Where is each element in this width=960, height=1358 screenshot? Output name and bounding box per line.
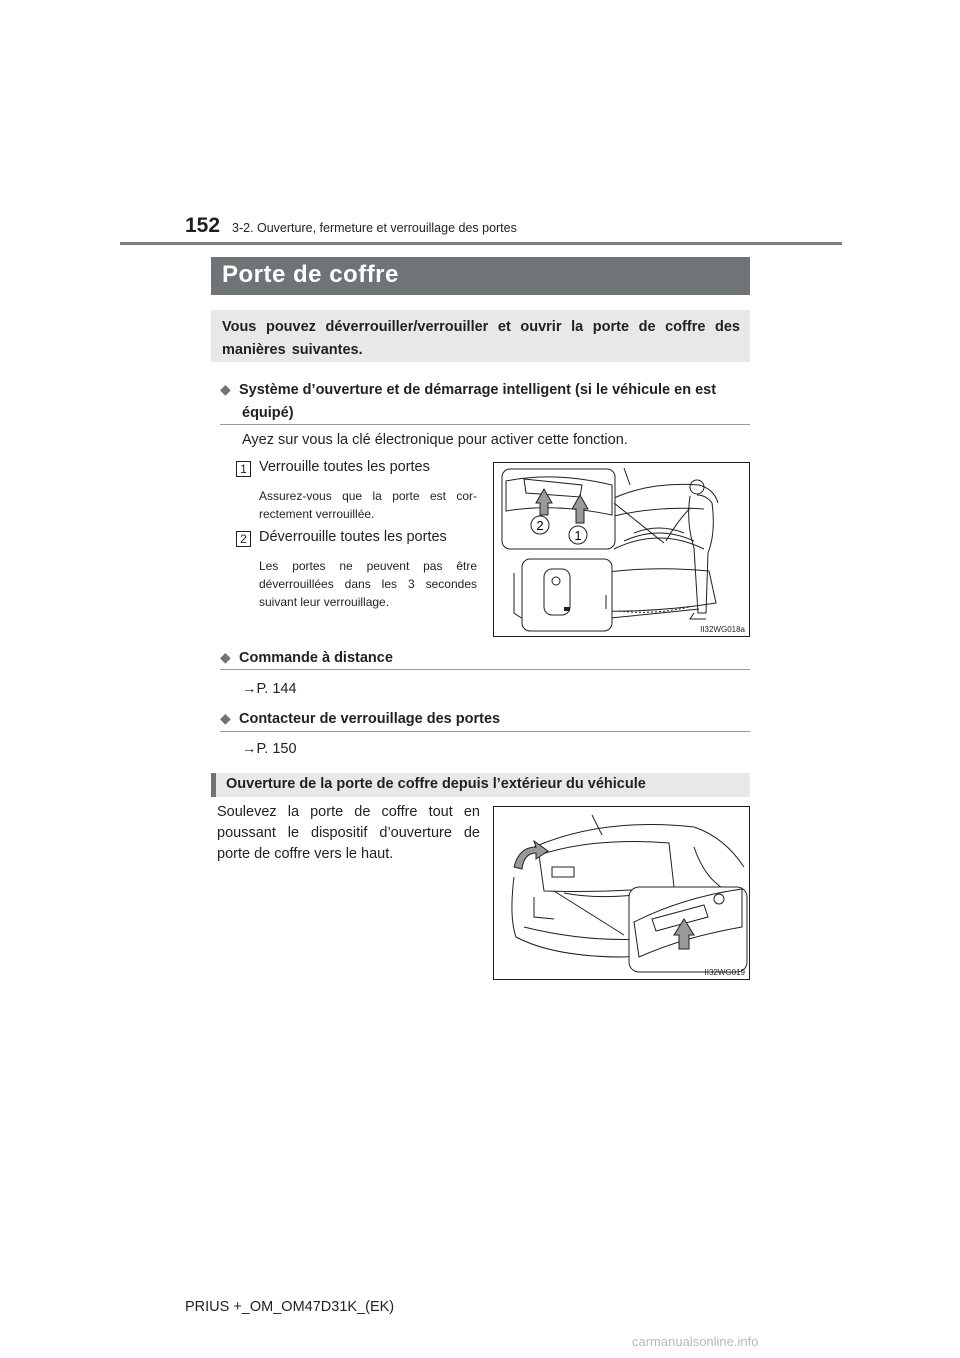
section-title: Porte de coffre — [222, 261, 399, 288]
step-number-1: 1 — [236, 461, 251, 477]
subsection-rule — [220, 669, 750, 670]
diamond-bullet-icon: ◆ — [220, 710, 231, 726]
smart-entry-instruction: Ayez sur vous la clé électronique pour activer cette fonction. — [242, 432, 628, 448]
section-banner — [211, 257, 750, 295]
figure-code: II32WG019 — [704, 968, 745, 977]
smart-entry-figure — [493, 462, 750, 637]
figure-callout-1: 1 — [574, 528, 582, 543]
intro-text: Vous pouvez déverrouiller/verrouiller et ouvrir la porte de coffre des manières suivantes. — [222, 319, 740, 358]
remote-page-reference[interactable]: →P. 144 — [242, 681, 297, 697]
diamond-bullet-icon: ◆ — [220, 381, 231, 397]
step-1-label: Verrouille toutes les portes — [259, 459, 430, 475]
exterior-open-section-bar — [211, 773, 750, 797]
chapter-title: 3-2. Ouverture, fermeture et verrouillage des portes — [232, 221, 517, 235]
figure-code: II32WG018a — [700, 625, 745, 634]
smart-entry-heading: ◆ Système d’ouverture et de démarrage intelligent (si le véhicule en est équipé) — [220, 378, 750, 425]
exterior-open-text: Soulevez la porte de coffre tout en poussant le dispositif d’ouverture de porte de coffre vers le haut. — [217, 804, 480, 862]
figure-callout-2: 2 — [536, 518, 544, 533]
exterior-open-heading: Ouverture de la porte de coffre depuis l’extérieur du véhicule — [226, 776, 646, 792]
step-2-label: Déverrouille toutes les portes — [259, 529, 447, 545]
exterior-open-illustration — [494, 807, 749, 979]
smart-entry-illustration — [494, 463, 749, 636]
step-2-note: Les portes ne peuvent pas être déverrouillées dans les 3 secondes suivant leur verrouillage. — [259, 559, 477, 609]
exterior-open-figure — [493, 806, 750, 980]
footer-model-code: PRIUS +_OM_OM47D31K_(EK) — [185, 1299, 395, 1315]
door-lock-switch-heading: ◆ Contacteur de verrouillage des portes — [220, 707, 500, 731]
watermark: carmanualsonline.info — [632, 1334, 759, 1349]
curved-arrow-icon — [514, 841, 548, 869]
header-rule — [120, 242, 842, 245]
step-1-note: Assurez-vous que la porte est cor- rectement verrouillée. — [259, 489, 477, 521]
remote-heading: ◆ Commande à distance — [220, 646, 393, 670]
diamond-bullet-icon: ◆ — [220, 649, 231, 665]
step-number-2: 2 — [236, 531, 251, 547]
subsection-rule — [220, 424, 750, 425]
intro-box — [211, 310, 750, 362]
page-number: 152 — [185, 214, 221, 237]
subsection-rule — [220, 731, 750, 732]
door-lock-page-reference[interactable]: →P. 150 — [242, 741, 297, 757]
